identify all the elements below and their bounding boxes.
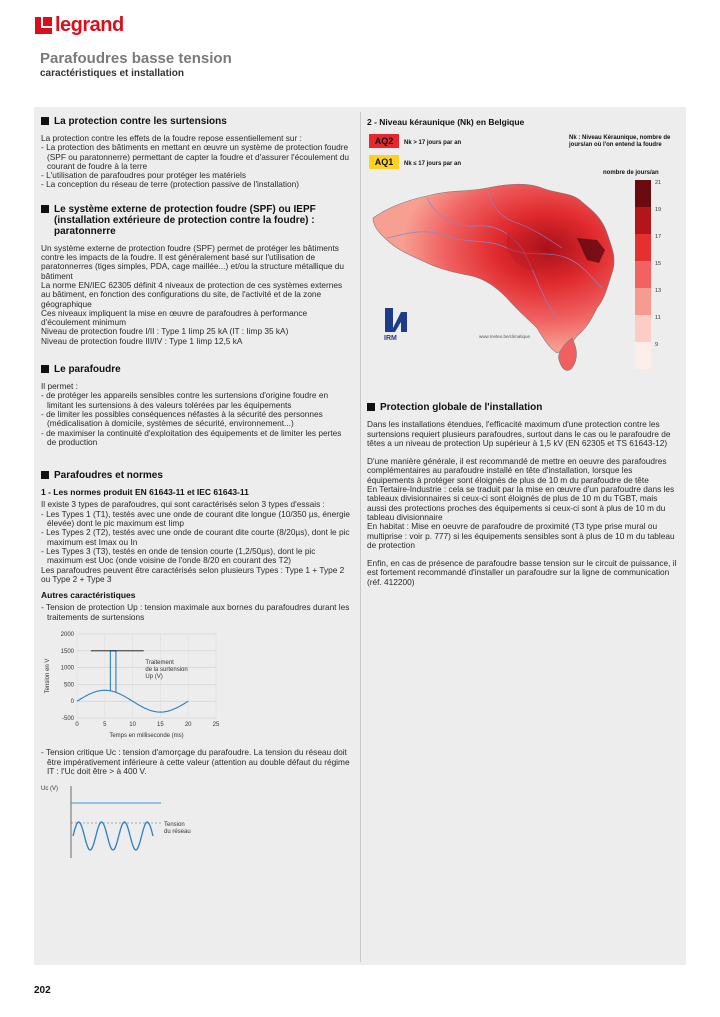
scale-tick-label: 21	[655, 180, 662, 187]
paragraph: En habitat : Mise en oeuvre de parafoudre de proximité (T3 type prise mural ou multiprise : voir p. 777) si les équipements sensibles sont à plus de 10 m du tableau de protection	[367, 521, 675, 550]
scale-swatch	[635, 315, 651, 342]
aq1-label: Nk ≤ 17 jours par an	[404, 161, 461, 168]
list-item: - Les Types 1 (T1), testés avec une onde de courant dite longue (10/350 µs, énergie élevée) dont le pic maximum est Iimp	[41, 508, 351, 529]
y-tick-label: 1500	[60, 648, 74, 655]
square-bullet-icon	[41, 117, 49, 125]
y-tick-label: 0	[70, 699, 74, 706]
section-title-spf: Le système externe de protection foudre (SPF) ou IEPF (installation extérieure de protection contre la foudre) : paratonnerre	[41, 204, 351, 237]
y-axis-label: Tension en V	[45, 658, 51, 694]
list-item: - L'utilisation de parafoudres pour protéger les matériels	[41, 170, 246, 181]
scale-tick-label: 15	[655, 261, 662, 268]
paragraph: Un système externe de protection foudre (SPF) permet de protéger les bâtiments contre les impacts de la foudre. Il est généralement basé sur l'utilisation de paratonnerres (tiges simples, PDA, cage maillée...) et/ou la structure métallique du bâtiment	[41, 242, 344, 281]
paragraph: Enfin, en cas de présence de parafoudre basse tension sur le circuit de puissance, il est fortement recommandé d'installer un parafoudre sur la ligne de communication (réf. 412200)	[367, 558, 677, 587]
paragraph: Ces niveaux impliquent la mise en œuvre de parafoudres à performance d'écoulement minimum	[41, 307, 308, 328]
map-source-url: www.meteo.be/climatique	[479, 334, 531, 340]
x-axis-label: Temps en milliseconde (ms)	[109, 732, 184, 739]
chart-annotation: du réseau	[164, 829, 191, 836]
scale-swatch	[635, 288, 651, 315]
surge-spike	[110, 651, 116, 693]
square-bullet-icon	[367, 403, 375, 411]
section-title-protection-globale: Protection globale de l'installation	[367, 402, 679, 413]
map-title: 2 - Niveau kéraunique (Nk) en Belgique	[367, 117, 525, 127]
scale-title: nombre de jours/an	[603, 170, 659, 177]
list-item: - de protéger les appareils sensibles contre les surtensions d'origine foudre en limitant les surtensions à des valeurs tolérées par les équipements	[41, 390, 329, 410]
y-tick-label: 500	[63, 682, 74, 689]
page-number: 202	[34, 985, 51, 996]
uc-voltage-chart	[41, 782, 241, 862]
section-title-surtensions: La protection contre les surtensions	[41, 116, 351, 127]
y-tick-label: -500	[61, 715, 74, 722]
x-tick-label: 0	[75, 721, 79, 728]
x-tick-label: 5	[103, 721, 107, 728]
list-item: - La protection des bâtiments en mettant en œuvre un système de protection foudre (SPF ou paratonnerre) permettant de capter la foudre et d'assurer l'écoulement du courant de foudre à la terre	[41, 142, 350, 171]
aq2-label: Nk > 17 jours par an	[404, 140, 462, 147]
belgium-map-graphic	[367, 178, 679, 392]
irm-label: IRM	[384, 335, 397, 343]
chart-annotation: de la surtension	[145, 667, 188, 674]
aq2-badge: AQ2	[369, 134, 399, 148]
paragraph: Les parafoudres peuvent être caractérisés selon plusieurs Types : Type 1 + Type 2 ou Type 2 + Type 3	[41, 564, 345, 584]
square-bullet-icon	[41, 205, 49, 213]
y-tick-label: 2000	[60, 631, 74, 638]
paragraph: Il permet :	[41, 381, 78, 392]
up-voltage-chart	[41, 628, 241, 740]
list-item: - de maximiser la continuité d'exploitation des équipements et de limiter les pertes de production	[41, 427, 342, 447]
brand-name: legrand	[55, 13, 124, 36]
paragraph: En Tertaire-Industrie : cela se traduit par la mise en œuvre d'un parafoudre dans les tableaux divisionnaires si ceux-ci sont éloignés de plus de 10 m du TGBT, mais aussi des protections proches des équipements si ceux-ci sont à plus de 10 m du tableau divisionnaire	[367, 484, 675, 522]
list-item: - La conception du réseau de terre (protection passive de l'installation)	[41, 179, 300, 190]
scale-tick-label: 13	[655, 288, 662, 295]
legrand-logo-icon	[35, 17, 52, 34]
scale-swatch	[635, 207, 651, 234]
square-bullet-icon	[41, 365, 49, 373]
paragraph: La norme EN/IEC 62305 définit 4 niveaux de protection de ces systèmes externes au bâtiment, en fonction des configurations du site, de l'activité et de la zone géographique	[41, 279, 343, 309]
section-title-normes: Parafoudres et normes	[41, 470, 351, 481]
scale-swatch	[635, 342, 651, 369]
list-item: - Les Types 3 (T3), testés en onde de tension courte (1,2/50µs), dont le pic maximum est Uoc (onde voisine de l'onde 8/20 en courant des T2)	[41, 545, 316, 566]
square-bullet-icon	[41, 471, 49, 479]
chart-annotation: Traitement	[145, 660, 174, 667]
chart-annotation: Up (V)	[145, 674, 163, 681]
list-item: - de limiter les possibles conséquences néfastes à la sécurité des personnes (médicalisation à domicile, systèmes de sécurité, environnement...)	[41, 408, 323, 429]
right-column	[367, 116, 679, 587]
paragraph: D'une manière générale, il est recommandé de mettre en oeuvre des parafoudres complémentaires au parafoudre installé en tête d'installation, lorsque les équipements à protéger sont éloignés de plus de 10 m du parafoudre de tête	[367, 456, 667, 485]
x-tick-label: 25	[212, 721, 220, 728]
y-tick-label: 1000	[60, 665, 74, 672]
scale-swatch	[635, 261, 651, 288]
scale-tick-label: 11	[655, 315, 661, 322]
y-axis-label: Uc (V)	[41, 786, 58, 793]
list-item: - Les Types 2 (T2), testés avec une onde de courant dite courte (8/20µs), dont le pic maximum est Imax ou In	[41, 527, 350, 547]
x-tick-label: 15	[157, 721, 164, 728]
page-subtitle: caractéristiques et installation	[40, 68, 184, 79]
aq1-badge: AQ1	[369, 155, 399, 169]
chart-annotation: Tension	[164, 822, 185, 829]
column-divider	[360, 112, 361, 962]
scale-swatch	[635, 234, 651, 261]
list-item: - Tension critique Uc : tension d'amorçage du parafoudre. La tension du réseau doit être impérativement inférieure à cette valeur (attention au double défaut du régime IT : l'Uc doit être > à 400 V.	[41, 747, 350, 776]
scale-tick-label: 9	[655, 342, 659, 349]
paragraph: Dans les installations étendues, l'efficacité maximum d'une protection contre les surtensions requiert plusieurs parafoudres, surtout dans le cas ou le parafoudre de têtes a un niveau de protection Up supérieur à 1,5 kV (EN 62305 et TS 61643-12)	[367, 419, 671, 448]
page-title: Parafoudres basse tension	[40, 50, 232, 67]
legrand-logo	[35, 15, 124, 35]
x-tick-label: 10	[129, 721, 136, 728]
subsection-title: 1 - Les normes produit EN 61643-11 et IEC 61643-11	[41, 487, 249, 498]
scale-swatch	[635, 180, 651, 207]
irm-logo-icon	[385, 308, 407, 332]
scale-tick-label: 19	[655, 207, 662, 214]
x-tick-label: 20	[184, 721, 192, 728]
subsection-title: Autres caractéristiques	[41, 590, 136, 601]
keraunic-map	[367, 130, 679, 392]
left-column	[41, 116, 351, 864]
section-title-parafoudre: Le parafoudre	[41, 364, 351, 375]
list-item: - Tension de protection Up : tension maximale aux bornes du parafoudres durant les traitements de surtensions	[41, 602, 350, 622]
belgium-shape	[373, 185, 614, 354]
paragraph: La protection contre les effets de la foudre repose essentiellement sur :	[41, 133, 302, 143]
network-voltage-series	[73, 822, 153, 850]
paragraph: Il existe 3 types de parafoudres, qui sont caractérisés selon 3 types d'essais :	[41, 499, 325, 510]
keraunic-note: Nk : Niveau Kéraunique, nombre de jours/an où l'on entend la foudre	[569, 135, 671, 148]
paragraph: Niveau de protection foudre III/IV : Type 1 Iimp 12,5 kA	[41, 335, 243, 346]
scale-tick-label: 17	[655, 234, 662, 241]
paragraph: Niveau de protection foudre I/II : Type 1 Iimp 25 kA (IT : Iimp 35 kA)	[41, 326, 289, 337]
